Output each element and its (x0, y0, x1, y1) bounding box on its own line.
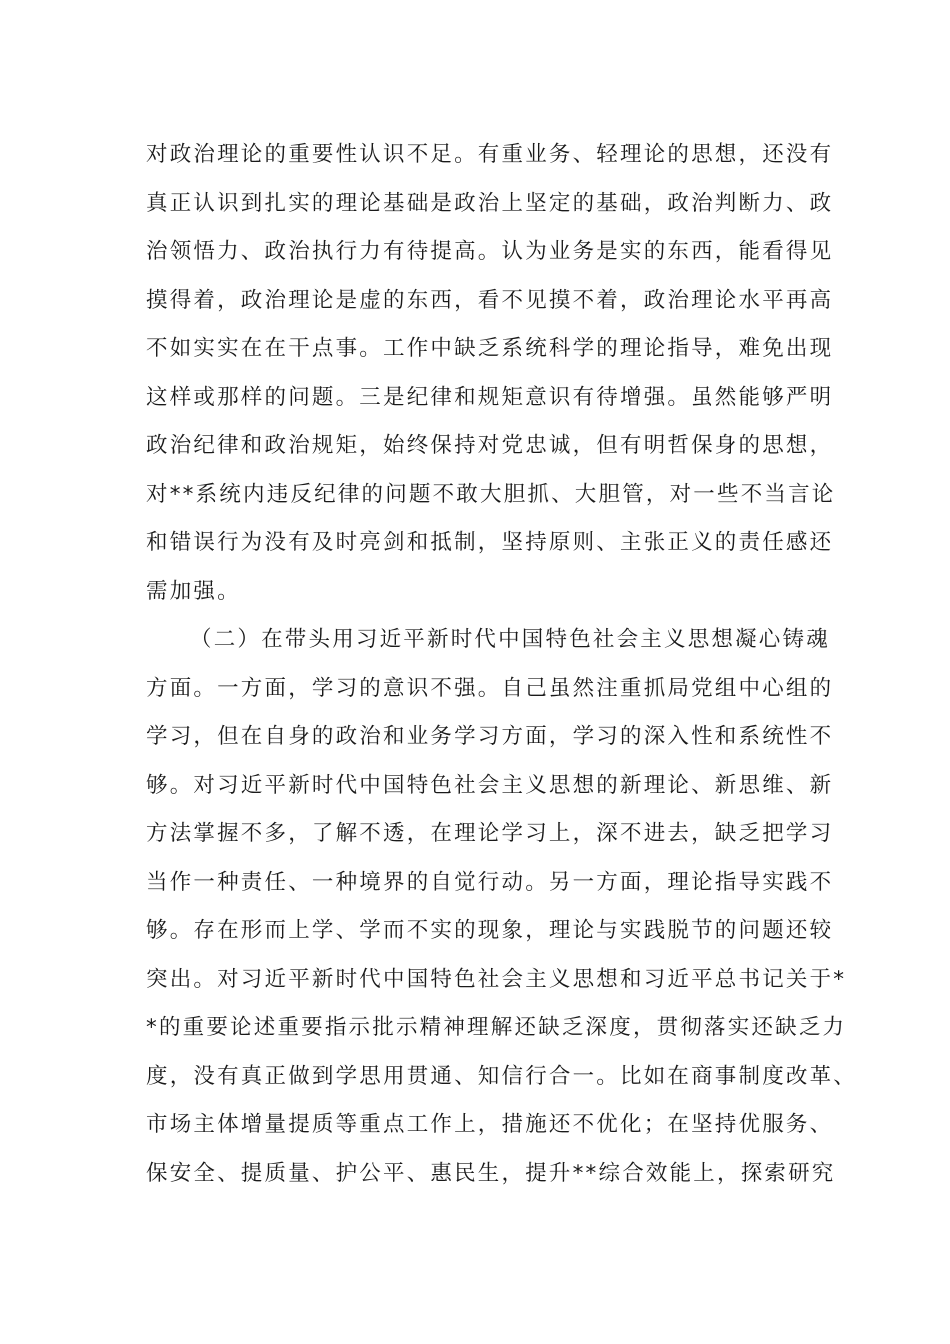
text-line: 治领悟力、政治执行力有待提高。认为业务是实的东西，能看得见 (146, 239, 834, 264)
text-line: 市场主体增量提质等重点工作上，措施还不优化；在坚持优服务、 (146, 1112, 834, 1137)
text-line: 方法掌握不多，了解不透，在理论学习上，深不进去，缺乏把学习 (146, 821, 834, 846)
text-line: 当作一种责任、一种境界的自觉行动。另一方面，理论指导实践不 (146, 869, 834, 895)
body-text (146, 131, 858, 1198)
text-line: 度，没有真正做到学思用贯通、知信行合一。比如在商事制度改革、 (146, 1063, 858, 1089)
text-line: 真正认识到扎实的理论基础是政治上坚定的基础，政治判断力、政 (146, 190, 834, 216)
text-line: 和错误行为没有及时亮剑和抵制，坚持原则、主张正义的责任感还 (146, 530, 834, 555)
text-line: 够。存在形而上学、学而不实的现象，理论与实践脱节的问题还较 (146, 918, 834, 943)
text-line: 对**系统内违反纪律的问题不敢大胆抓、大胆管，对一些不当言论 (146, 481, 836, 507)
text-line: 保安全、提质量、护公平、惠民生，提升**综合效能上，探索研究 (146, 1160, 836, 1186)
text-line: 对政治理论的重要性认识不足。有重业务、轻理论的思想，还没有 (146, 142, 834, 167)
text-line: *的重要论述重要指示批示精神理解还缺乏深度，贯彻落实还缺乏力 (146, 1015, 847, 1040)
text-line: 够。对习近平新时代中国特色社会主义思想的新理论、新思维、新 (146, 772, 834, 798)
text-line: 学习，但在自身的政治和业务学习方面，学习的深入性和系统性不 (146, 724, 834, 749)
text-line: 政治纪律和政治规矩，始终保持对党忠诚，但有明哲保身的思想， (146, 433, 834, 458)
section-heading-line: （二）在带头用习近平新时代中国特色社会主义思想凝心铸魂 (190, 627, 830, 652)
text-line: 突出。对习近平新时代中国特色社会主义思想和习近平总书记关于* (146, 966, 847, 992)
text-line: 方面。一方面，学习的意识不强。自己虽然注重抓局党组中心组的 (146, 675, 834, 701)
text-line: 不如实实在在干点事。工作中缺乏系统科学的理论指导，难免出现 (146, 336, 834, 361)
text-line: 摸得着，政治理论是虚的东西，看不见摸不着，政治理论水平再高 (146, 287, 834, 313)
text-line: 这样或那样的问题。三是纪律和规矩意识有待增强。虽然能够严明 (146, 384, 834, 410)
text-line: 需加强。 (146, 578, 241, 604)
